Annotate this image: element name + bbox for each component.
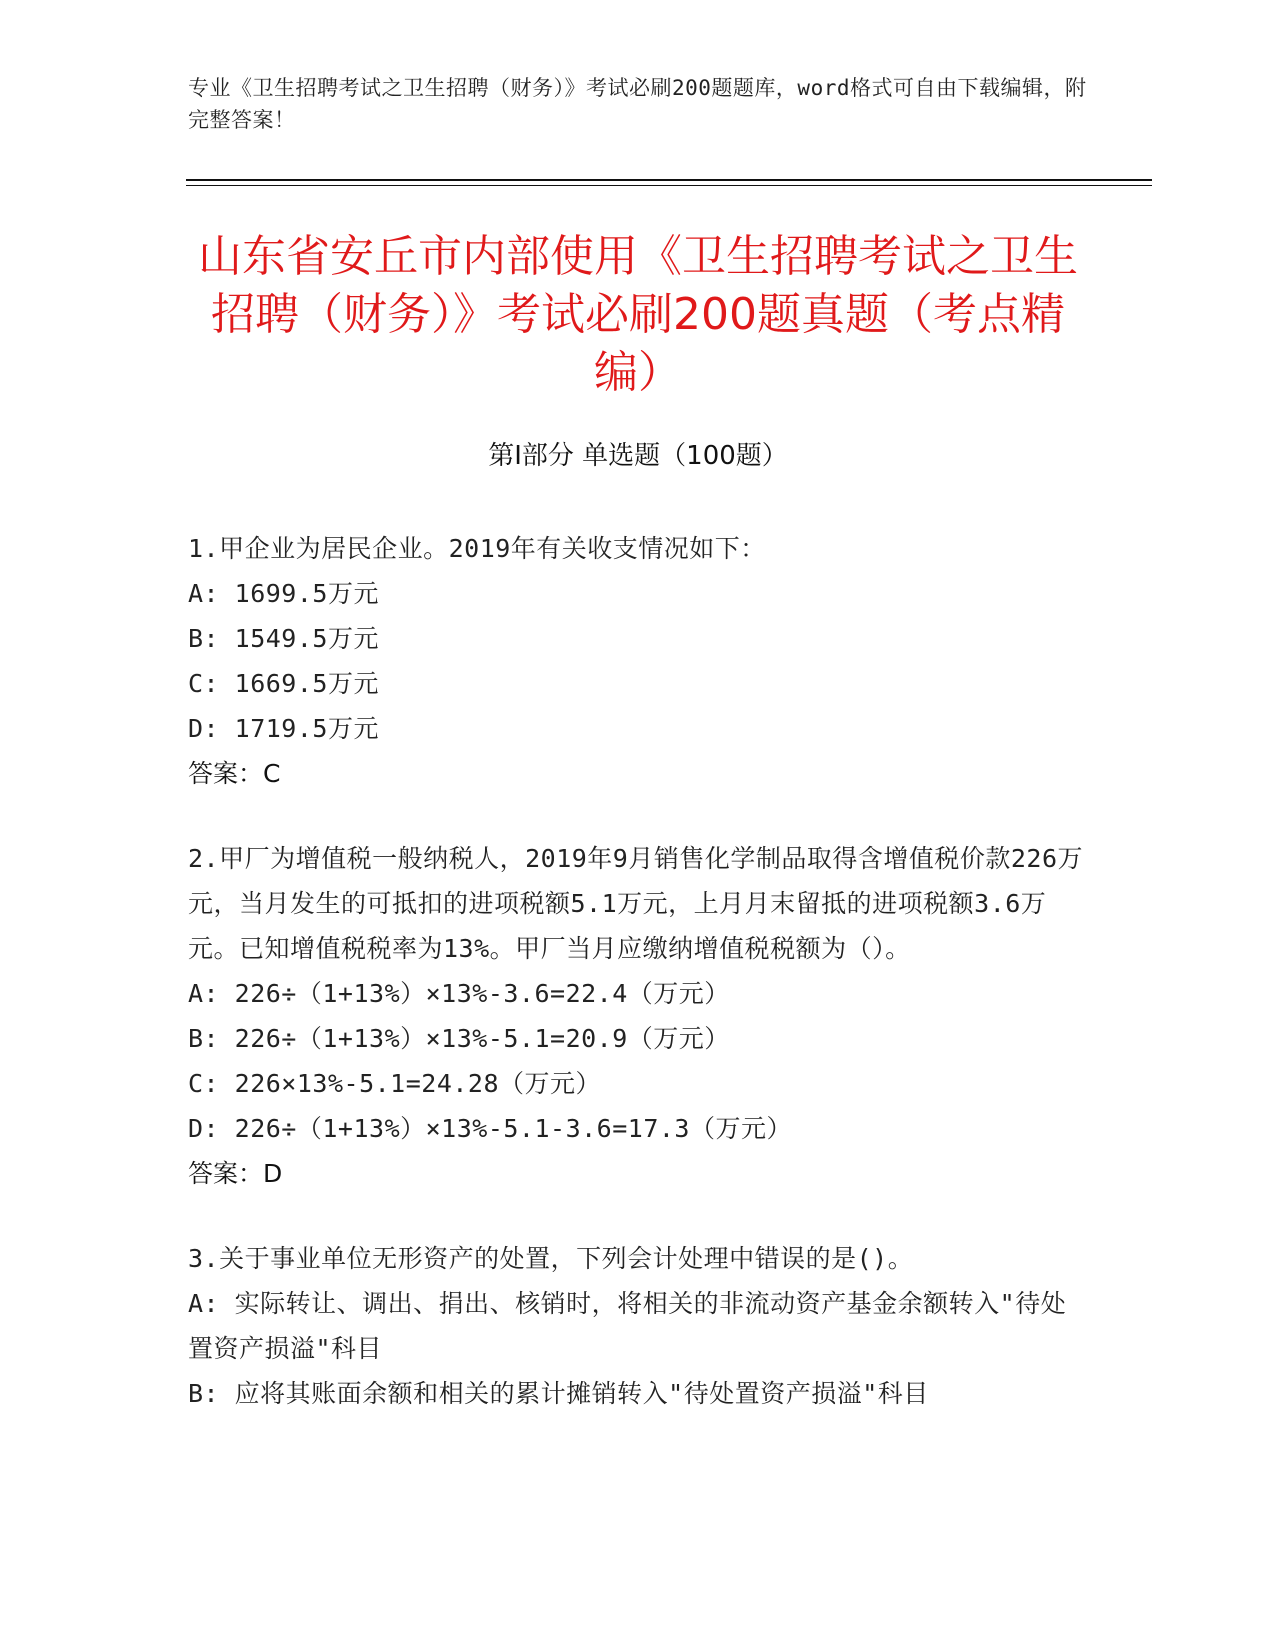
- option-b: B: 1549.5万元: [188, 624, 379, 653]
- option-d: D: 1719.5万元: [188, 714, 379, 743]
- document-title: 山东省安丘市内部使用《卫生招聘考试之卫生招聘（财务）》考试必刷200题真题（考点精编）: [198, 231, 1078, 398]
- question-list: [188, 526, 1088, 1456]
- option-b: B: 226÷（1+13%）×13%-5.1=20.9（万元）: [188, 1024, 730, 1053]
- section-heading: 第Ⅰ部分 单选题（100题）: [488, 441, 788, 471]
- option-d: D: 226÷（1+13%）×13%-5.1-3.6=17.3（万元）: [188, 1114, 792, 1143]
- question-stem: 1.甲企业为居民企业。2019年有关收支情况如下：: [188, 534, 766, 563]
- header-rule-thick: [186, 179, 1152, 181]
- option-c: C: 226×13%-5.1=24.28（万元）: [188, 1069, 602, 1098]
- option-a: A: 实际转让、调出、捐出、核销时，将相关的非流动资产基金余额转入"待处置资产损溢"科目: [188, 1289, 1067, 1363]
- option-c: C: 1669.5万元: [188, 669, 379, 698]
- answer: 答案：D: [188, 1159, 283, 1188]
- question-stem: 2.甲厂为增值税一般纳税人，2019年9月销售化学制品取得含增值税价款226万元，当月发生的可抵扣的进项税额5.1万元，上月月末留抵的进项税额3.6万元。已知增值税税率为13%。甲厂当月应缴纳增值税税额为（）。: [188, 844, 1084, 963]
- option-a: A: 1699.5万元: [188, 579, 379, 608]
- option-a: A: 226÷（1+13%）×13%-3.6=22.4（万元）: [188, 979, 730, 1008]
- question-2: [188, 836, 1088, 1196]
- option-b: B: 应将其账面余额和相关的累计摊销转入"待处置资产损溢"科目: [188, 1379, 929, 1408]
- question-stem: 3.关于事业单位无形资产的处置，下列会计处理中错误的是()。: [188, 1244, 914, 1273]
- answer: 答案：C: [188, 759, 281, 788]
- header-note: 专业《卫生招聘考试之卫生招聘（财务）》考试必刷200题题库，word格式可自由下载编辑，附完整答案！: [188, 76, 1087, 132]
- question-1: [188, 526, 1088, 796]
- header-rule-thin: [186, 185, 1152, 186]
- question-3: [188, 1236, 1088, 1416]
